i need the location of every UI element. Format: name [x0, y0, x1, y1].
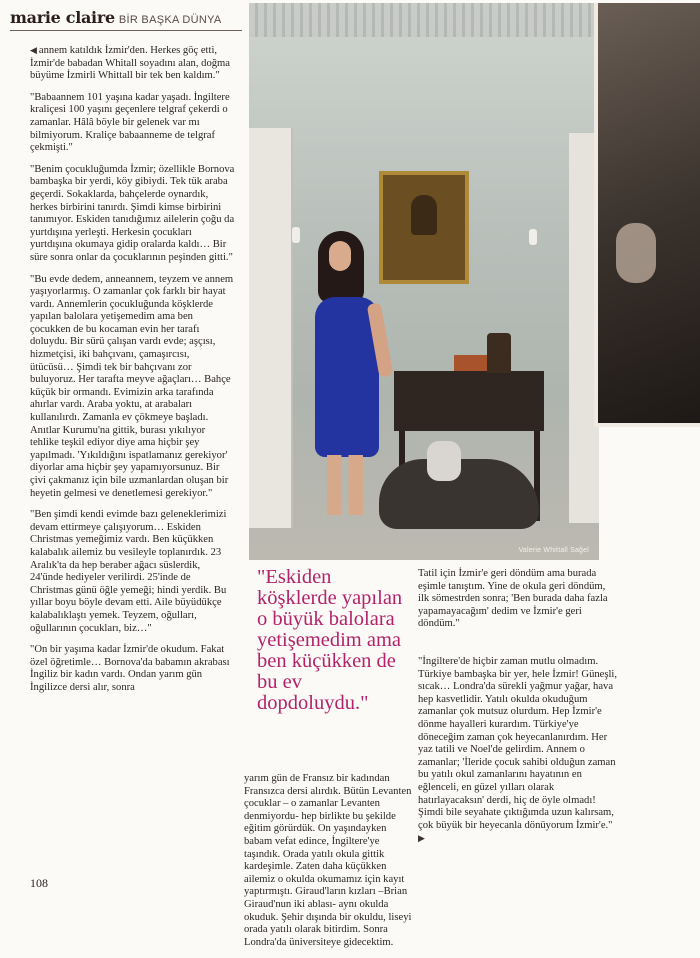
paragraph: "Benim çocukluğumda İzmir; özellikle Bornova bambaşka bir yerdi, köy gibiydi. Tek tük araba geçerdi. Sokaklarda, bahçelerde oynardık, herkes birbirini tanırdı. Şimdi kimse birbirini tanımıyor. Eskiden tanıdığımız ailelerin çoğu da yurtdışına yerleşti. Herkesin çocukları yurtdışına okumaya gidip oralarda kaldı… Bir süre sonra onlar da çocuklarının peşinden gitti.": [30, 163, 235, 263]
article-column-3-bottom: [418, 656, 618, 855]
console-table: [394, 371, 544, 431]
page-number: 108: [30, 876, 48, 890]
header-rule: [10, 30, 242, 31]
article-column-2: [244, 773, 414, 958]
paragraph: "Bu evde dedem, anneannem, teyzem ve annem yaşıyorlarmış. O zamanlar çok farklı bir hayat vardı. Annemlerin çocukluğunda köşklerde yapılan balolara yetişemedim ama ben çocukken de bu kocaman evin her tarafı doluydu. Bir sürü çalışan vardı evde; aşçısı, hizmetçisi, iki bahçıvanı, çamaşırcısı, ütücüsü… Şimdi tek bir bahçıvanı zor buluyoruz. Her tarafta meyve ağaçları… Bahçe küçük bir ormandı. Evimizin arka tarafında ahırlar vardı. Araba yoktu, at arabaları kullanılırdı. Zamanla ev çökmeye başladı. Anıtlar Kurumu'na gittik, burası yıkılıyor tehlike teşkil ediyor diye ama hiçbir şey yapılmadı. 'Yıkıldığını ispatlamanız gerekiyor' diyorlar ama hiçbir şey yapamıyorsunuz. Bir çivi çakmanız için bile uzmanlardan oluşan bir heyetin gelmesi ve denetlemesi gerekiyor.": [30, 273, 234, 499]
paragraph: "On bir yaşıma kadar İzmir'de okudum. Fakat özel öğretimle… Bornova'da babamın akrabası İngiliz bir kadın vardı. Ondan yarım gün İngilizce dersi alır, sonra: [30, 644, 230, 693]
article-column-3-top: [418, 568, 618, 640]
wall-portrait-painting: [379, 171, 469, 284]
main-photo-woman-with-dog: [249, 3, 599, 560]
paragraph: ◀ annem katıldık İzmir'den. Herkes göç etti, İzmir'de babadan Whitall soyadını alan, doğma büyüme İzmirli Whittall bir tek ben kaldım.": [30, 45, 230, 82]
inset-photo-dark: [594, 3, 700, 427]
paragraph: "İngiltere'de hiçbir zaman mutlu olmadım. Türkiye bambaşka bir yer, hele İzmir! Güneşli, sıcak… Londra'da sürekli yağmur yağar, hava hep kasvetlidir. Yatılı okulda okuduğum zamanlar çok mutsuz olurdum. Hep İzmir'e dönme hayalleri kurardım. Türkiye'ye döneceğim zaman çok heyecanlanırdım. Her yaz tatili ve Noel'de gelirdim. Annem o zamanlar; 'İleride çocuk sahibi olduğun zaman bu yatılı okul zamanlarını hayatının en eğlenceli, en güzel yılları olarak hatırlayacaksın' derdi, hiç de öyle olmadı! Şimdi bile seyahate çıktığımda uzun kalırsam, çok büyük bir heyecanla dönüyorum İzmir'e." ▶: [418, 656, 618, 844]
paragraph: yarım gün de Fransız bir kadından Fransızca dersi alırdık. Bütün Levanten çocuklar – o zamanlar Levanten denmiyordu- hep birlikte bu şekilde eğitim görürdük. On yaşındayken babam vefat edince, İngiltere'ye taşındık. Orada yatılı okula gittik kardeşimle. Zaten daha küçükken ailemiz o okulda okumamız için kayıt yaptırmıştı. Giraud'ların kızları –Brian Giraud'nun iki ablası- aynı okulda okuduk. Şehir dışında bir okuldu, liseyi orada yatılı olarak bitirdim. Sonra Londra'da üniversiteye gidecektim.: [244, 773, 412, 948]
photo-credit: Valerie Whittall Sağel: [518, 547, 589, 554]
paragraph: "Ben şimdi kendi evimde bazı geleneklerimizi devam ettirmeye çalışıyorum… Eskiden Christmas yemeğimiz vardı. Ben küçükken kalabalık ailemiz bu vesileyle toplanırdık. 23 Aralık'ta da hep beraber ağacı süslerdik, 24'ünde hediyeler verilirdi. 25'inde de Christmas günü öğle yemeği; hindi yerdik. Bu yıllar boyu böyle devam etti. Aile büyüdükçe kalabalıklaştı yemek. Teyzem, oğulları, oğullarının çocukları, biz…": [30, 509, 227, 634]
section-tagline: BİR BAŞKA DÜNYA: [118, 14, 222, 26]
paragraph: Tatil için İzmir'e geri döndüm ama burada eşimle tanıştım. Yine de okula geri döndüm, ilk sömestrden sonra; 'Ben burada daha fazla yapamayacağım' dedim ve İzmir'e geri döndüm.": [418, 568, 608, 630]
magazine-header: [10, 8, 222, 30]
continue-from-arrow-icon: ◀: [30, 45, 37, 55]
brand-logo: marie claire: [10, 8, 115, 27]
end-of-article-arrow-icon: ▶: [418, 833, 425, 844]
pull-quote: "Eskiden köşklerde yapılan o büyük balolara yetişemedim ama ben küçükken de bu ev dopdoluydu.": [257, 566, 403, 714]
paragraph: "Babaannem 101 yaşına kadar yaşadı. İngiltere kraliçesi 100 yaşını geçenlere telgraf çekerdi o zamanlar. Hâlâ böyle bir gelenek var mı bilmiyorum. Kraliçe babaanneme de telgraf çekmişti.": [30, 91, 230, 154]
article-column-1: [30, 44, 235, 704]
